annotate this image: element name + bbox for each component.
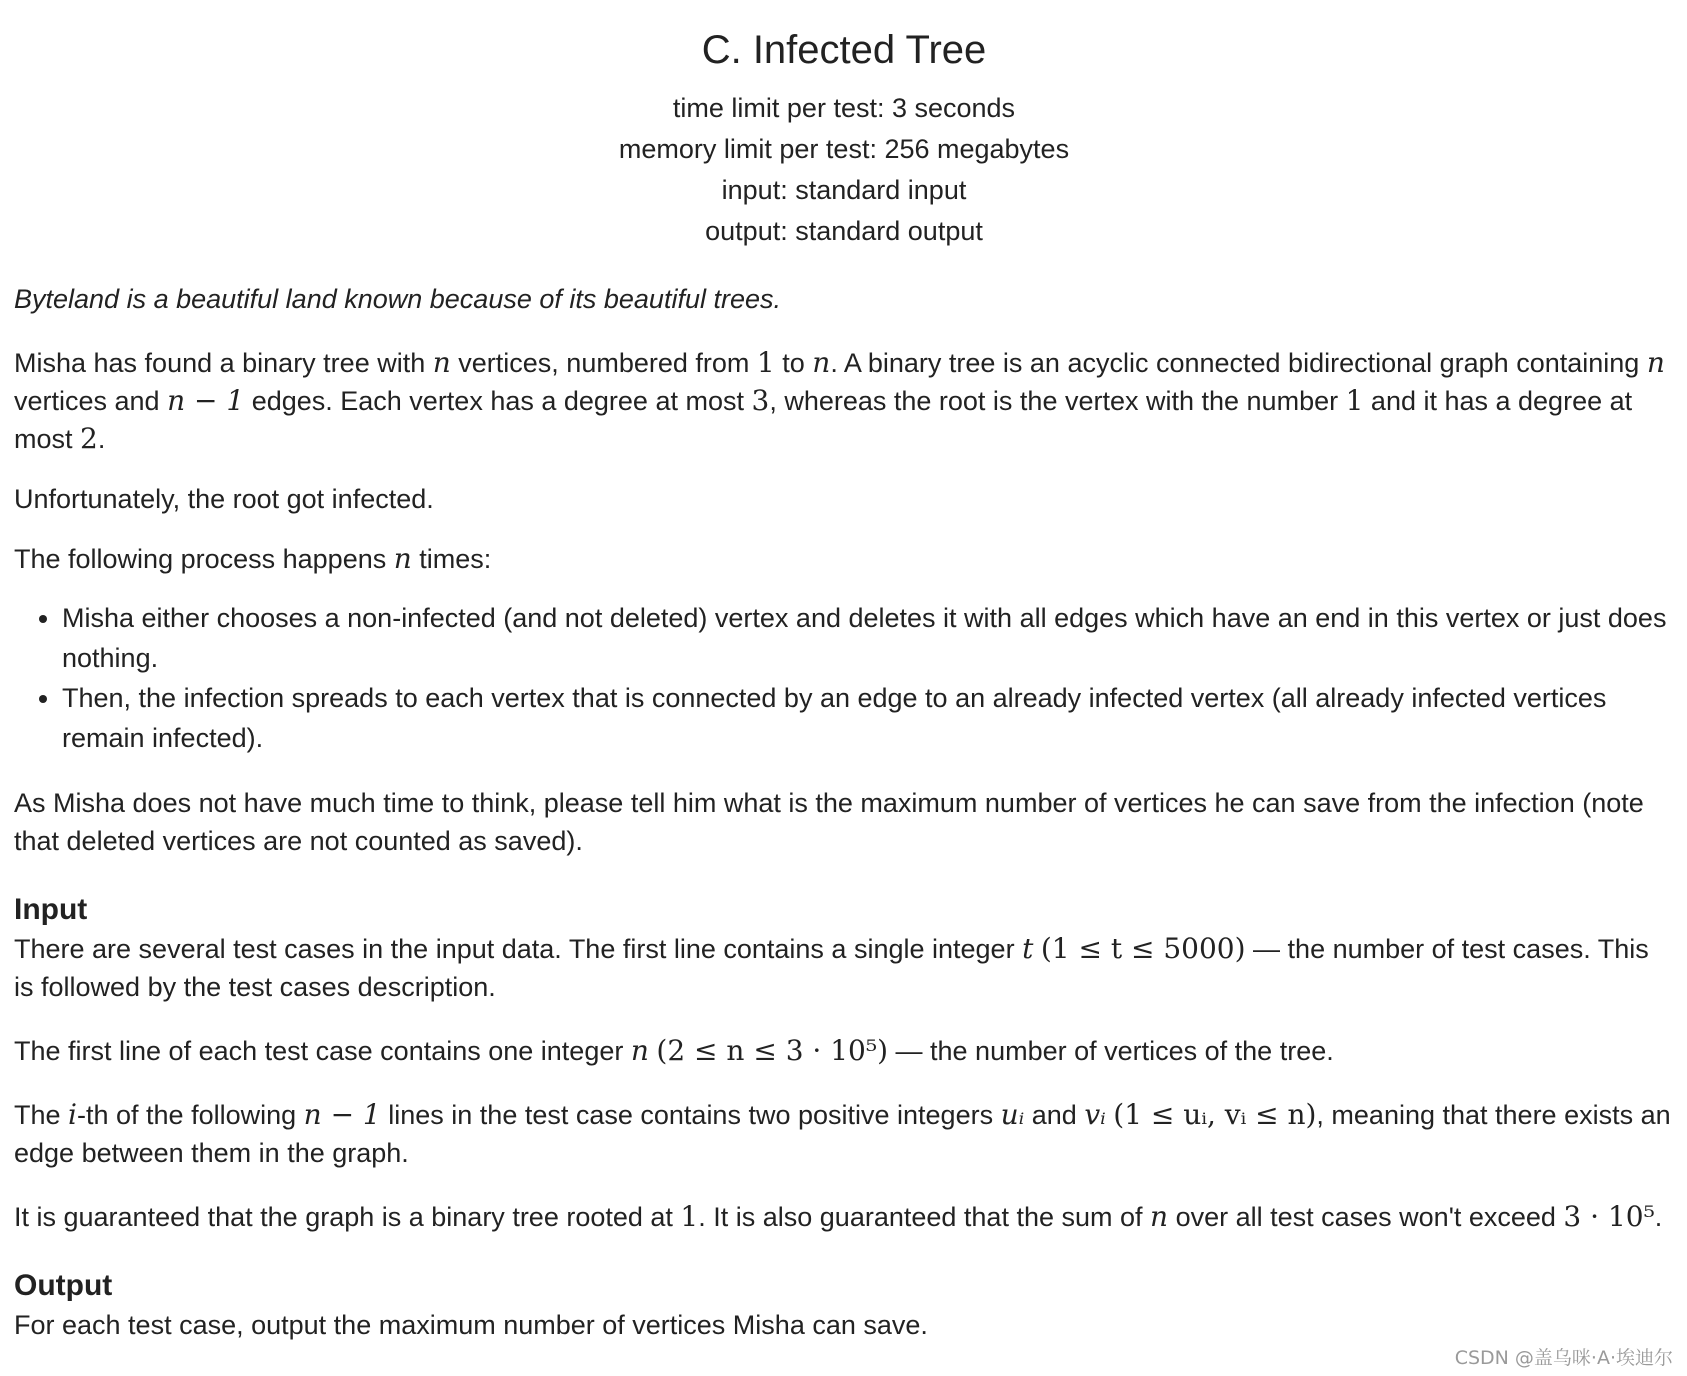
math-u-i: uᵢ xyxy=(1000,1098,1025,1131)
list-item: • Misha either chooses a non-infected (and not deleted) vertex and deletes it with all edges which have an end in this vertex or just does nothing. xyxy=(62,598,1674,678)
output-file: output: standard output xyxy=(705,216,983,246)
math-1: 1 xyxy=(1345,384,1364,417)
math-n: n xyxy=(1150,1200,1169,1233)
output-section-title: Output xyxy=(14,1269,113,1302)
math-n-constraint: (2 ≤ n ≤ 3 · 10⁵) xyxy=(656,1034,889,1067)
math-n-minus-1: n − 1 xyxy=(303,1098,381,1131)
time-limit: time limit per test: 3 seconds xyxy=(672,93,1016,123)
csdn-watermark: CSDN @盖乌咪·A·埃迪尔 xyxy=(1454,1347,1673,1369)
math-t: t xyxy=(1022,932,1034,965)
legend-text: Byteland is a beautiful land known because of its beautiful trees. xyxy=(14,284,781,314)
math-v-i: vᵢ xyxy=(1084,1098,1106,1131)
statement-paragraph-1: Misha has found a binary tree with n vertices, numbered from 1 to n. A binary tree is an acyclic connected bidirectional graph containing n vertices and n − 1 edges. Each vertex has a degree at most 3, whereas the root is the vertex with the number 1 and it has a degree at most 2. xyxy=(14,346,1665,455)
statement-paragraph-3: The following process happens n times: xyxy=(14,542,492,575)
math-n: n xyxy=(812,346,831,379)
problem-title: C. Infected Tree xyxy=(701,28,987,72)
math-2: 2 xyxy=(80,422,98,455)
input-section-title: Input xyxy=(14,893,88,926)
input-paragraph-3: The i-th of the following n − 1 lines in the test case contains two positive integers uᵢ and vᵢ (1 ≤ uᵢ, vᵢ ≤ n), meaning that there exists an edge between them in the graph. xyxy=(14,1098,1671,1168)
math-edge-constraint: (1 ≤ uᵢ, vᵢ ≤ n) xyxy=(1113,1098,1317,1131)
math-n: n xyxy=(630,1034,649,1067)
input-file: input: standard input xyxy=(721,175,967,205)
input-paragraph-1: There are several test cases in the input data. The first line contains a single integer t (1 ≤ t ≤ 5000) — the number of test cases. This is followed by the test cases description. xyxy=(14,932,1649,1002)
input-paragraph-2: The first line of each test case contains one integer n (2 ≤ n ≤ 3 · 10⁵) — the number of vertices of the tree. xyxy=(14,1034,1334,1067)
math-n: n xyxy=(432,346,451,379)
process-steps-list xyxy=(14,598,1674,758)
problem-header xyxy=(14,0,1674,252)
math-t-constraint: (1 ≤ t ≤ 5000) xyxy=(1040,932,1246,965)
math-sum-limit: 3 · 10⁵ xyxy=(1563,1200,1655,1233)
statement-paragraph-2: Unfortunately, the root got infected. xyxy=(14,484,434,514)
math-n: n xyxy=(1646,346,1665,379)
problem-statement xyxy=(14,0,1674,1344)
math-n-minus-1: n − 1 xyxy=(167,384,245,417)
math-3: 3 xyxy=(751,384,770,417)
list-item: • Then, the infection spreads to each vertex that is connected by an edge to an already infected vertex (all already infected vertices remain infected). xyxy=(62,678,1674,758)
math-i: i xyxy=(68,1098,77,1131)
math-1: 1 xyxy=(756,346,775,379)
statement-paragraph-4: As Misha does not have much time to think, please tell him what is the maximum number of vertices he can save from the infection (note that deleted vertices are not counted as saved). xyxy=(14,788,1644,856)
input-paragraph-4: It is guaranteed that the graph is a binary tree rooted at 1. It is also guaranteed that the sum of n over all test cases won't exceed 3 · 10⁵. xyxy=(14,1200,1663,1233)
math-n: n xyxy=(393,542,412,575)
math-1: 1 xyxy=(680,1200,699,1233)
output-paragraph-1: For each test case, output the maximum number of vertices Misha can save. xyxy=(14,1310,928,1340)
memory-limit: memory limit per test: 256 megabytes xyxy=(618,134,1070,164)
